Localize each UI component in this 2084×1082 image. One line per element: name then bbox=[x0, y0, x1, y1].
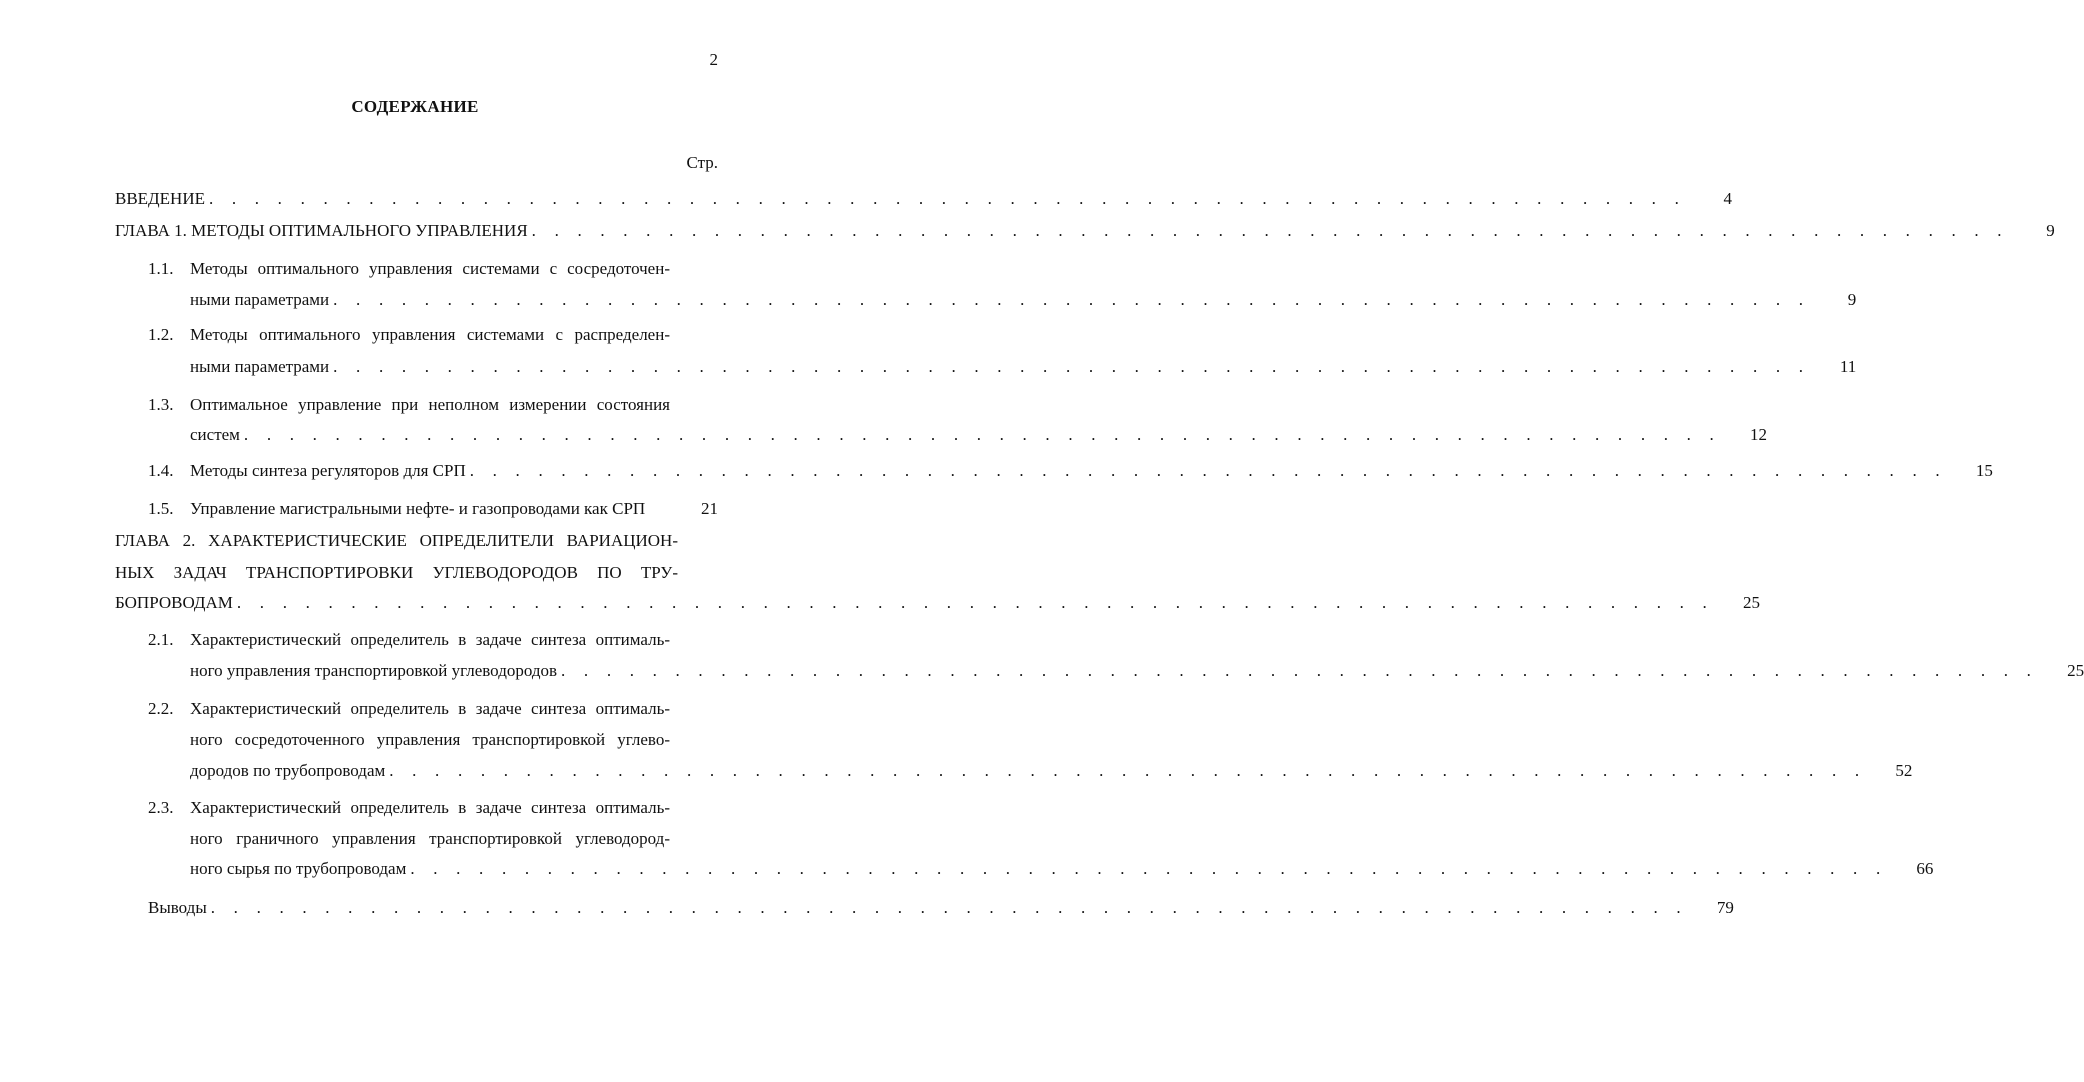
toc-section-number: 1.4. bbox=[148, 461, 174, 480]
toc-entry-text[interactable]: ного граничного управления транспортировкой углеводород- bbox=[190, 829, 670, 848]
toc-page-number: 4 bbox=[1723, 189, 1733, 208]
toc-entry-text: Выводы bbox=[148, 898, 207, 917]
toc-entry-text: ными параметрами bbox=[190, 290, 330, 309]
toc-entry-chapter-2-line-2[interactable]: НЫХ ЗАДАЧ ТРАНСПОРТИРОВКИ УГЛЕВОДОРОДОВ ПО ТРУ- bbox=[115, 563, 678, 582]
toc-page-number: 9 bbox=[2046, 221, 2055, 240]
toc-leader-dots: . . . . . . . . . . . . . . . . . . . . . . . . . . . . . . . . . . . . . . . . . . . . . . . . . . . . . . . . . . . . . . . . . bbox=[469, 461, 1947, 480]
toc-entry-text: ного сырья по трубопроводам bbox=[190, 859, 407, 878]
toc-leader-dots: . . . . . . . . . . . . . . . . . . . . . . . . . . . . . . . . . . . . . . . . . . . . . . . . . . . . . . . . . . . . . . . . . bbox=[243, 425, 1721, 444]
toc-entry-intro[interactable] bbox=[115, 188, 1733, 210]
toc-entry-2-1[interactable] bbox=[190, 660, 2084, 682]
toc-page-number: 21 bbox=[701, 499, 718, 518]
toc-leader-dots: . . . . . . . . . . . . . . . . . . . . . . . . . . . . . . . . . . . . . . . . . . . . . . . . . . . . . . . . . . . . . . . . . bbox=[333, 357, 1811, 376]
toc-entry-1-2[interactable] bbox=[190, 356, 1857, 378]
toc-page-number: 9 bbox=[1847, 290, 1857, 309]
toc-page-number: 12 bbox=[1749, 425, 1767, 444]
toc-entry-text[interactable]: Характеристический определитель в задаче синтеза оптималь- bbox=[190, 630, 670, 649]
toc-leader-dots: . . . . . . . . . . . . . . . . . . . . . . . . . . . . . . . . . . . . . . . . . . . . . . . . . . . . . . . . . . . . . . . . . bbox=[208, 189, 1687, 208]
toc-entry-chapter-1[interactable] bbox=[115, 220, 2055, 242]
toc-entry-text: ВВЕДЕНИЕ bbox=[115, 189, 205, 208]
toc-entry-text[interactable]: Оптимальное управление при неполном измерении состояния bbox=[190, 395, 670, 414]
toc-entry-2-3[interactable] bbox=[190, 858, 1934, 880]
toc-section-number: 2.2. bbox=[148, 699, 174, 718]
toc-page-number: 25 bbox=[2067, 661, 2084, 680]
toc-section-number: 1.1. bbox=[148, 259, 174, 278]
toc-entry-text: ного управления транспортировкой углеводородов bbox=[190, 661, 558, 680]
toc-entry-text: Методы синтеза регуляторов для СРП bbox=[190, 461, 466, 480]
toc-entry-text: дородов по трубопроводам bbox=[190, 761, 386, 780]
toc-entry-text[interactable]: Методы оптимального управления системами с сосредоточен- bbox=[190, 259, 670, 278]
toc-entry-2-2[interactable] bbox=[190, 760, 1913, 782]
toc-entry-chapter-2-line-1[interactable]: ГЛАВА 2. ХАРАКТЕРИСТИЧЕСКИЕ ОПРЕДЕЛИТЕЛИ ВАРИАЦИОН- bbox=[115, 531, 678, 550]
toc-entry-text[interactable]: ного сосредоточенного управления транспортировкой углево- bbox=[190, 730, 670, 749]
toc-leader-dots: . . . . . . . . . . . . . . . . . . . . . . . . . . . . . . . . . . . . . . . . . . . . . . . . . . . . . . . . . . . . . . . . . bbox=[236, 593, 1714, 612]
toc-section-number: 2.3. bbox=[148, 798, 174, 817]
toc-entry-chapter-2[interactable] bbox=[115, 592, 1760, 614]
toc-leader-dots: . . . . . . . . . . . . . . . . . . . . . . . . . . . . . . . . . . . . . . . . . . . . . . . . . . . . . . . . . . . . . . . . . bbox=[210, 898, 1688, 917]
toc-entry-text: Управление магистральными нефте- и газопроводами как СРП bbox=[190, 499, 646, 518]
toc-entry-text: ГЛАВА 1. МЕТОДЫ ОПТИМАЛЬНОГО УПРАВЛЕНИЯ bbox=[115, 221, 528, 240]
toc-page-number: 52 bbox=[1895, 761, 1913, 780]
toc-entry-1-4[interactable] bbox=[190, 460, 1993, 482]
toc-section-number: 1.2. bbox=[148, 325, 174, 344]
toc-entry-1-1[interactable] bbox=[190, 289, 1857, 311]
toc-entry-text[interactable]: Методы оптимального управления системами с распределен- bbox=[190, 325, 670, 344]
toc-entry-text[interactable]: Характеристический определитель в задаче синтеза оптималь- bbox=[190, 699, 670, 718]
page-number: 2 bbox=[709, 50, 718, 69]
toc-page-number: 11 bbox=[1839, 357, 1857, 376]
toc-entry-text: ными параметрами bbox=[190, 357, 330, 376]
toc-leader-dots: . . . . . . . . . . . . . . . . . . . . . . . . . . . . . . . . . . . . . . . . . . . . . . . . . . . . . . . . . . . . . . . . . bbox=[531, 221, 2009, 240]
toc-entry-1-3[interactable] bbox=[190, 424, 1767, 446]
page-column-header: Стр. bbox=[686, 153, 718, 172]
toc-page-number: 66 bbox=[1916, 859, 1934, 878]
page-title: СОДЕРЖАНИЕ bbox=[351, 97, 479, 116]
toc-entry-1-5[interactable] bbox=[190, 498, 718, 520]
toc-entry-text[interactable]: Характеристический определитель в задаче синтеза оптималь- bbox=[190, 798, 670, 817]
toc-entry-text: БОПРОВОДАМ bbox=[115, 593, 233, 612]
toc-entry-text: систем bbox=[190, 425, 240, 444]
toc-section-number: 1.3. bbox=[148, 395, 174, 414]
toc-leader-dots: . . . . . . . . . . . . . . . . . . . . . . . . . . . . . . . . . . . . . . . . . . . . . . . . . . . . . . . . . . . . . . . . . bbox=[561, 661, 2039, 680]
toc-leader-dots: . . . . . . . . . . . . . . . . . . . . . . . . . . . . . . . . . . . . . . . . . . . . . . . . . . . . . . . . . . . . . . . . . bbox=[333, 290, 1811, 309]
toc-section-number: 1.5. bbox=[148, 499, 174, 518]
toc-entry-conclusions[interactable] bbox=[148, 897, 1734, 919]
toc-leader-dots: . . . . . . . . . . . . . . . . . . . . . . . . . . . . . . . . . . . . . . . . . . . . . . . . . . . . . . . . . . . . . . . . . bbox=[410, 859, 1888, 878]
toc-leader-dots: . . . . . . . . . . . . . . . . . . . . . . . . . . . . . . . . . . . . . . . . . . . . . . . . . . . . . . . . . . . . . . . . . bbox=[389, 761, 1867, 780]
toc-page-number: 25 bbox=[1742, 593, 1760, 612]
toc-page-number: 15 bbox=[1975, 461, 1993, 480]
toc-page-number: 79 bbox=[1716, 898, 1734, 917]
toc-section-number: 2.1. bbox=[148, 630, 174, 649]
